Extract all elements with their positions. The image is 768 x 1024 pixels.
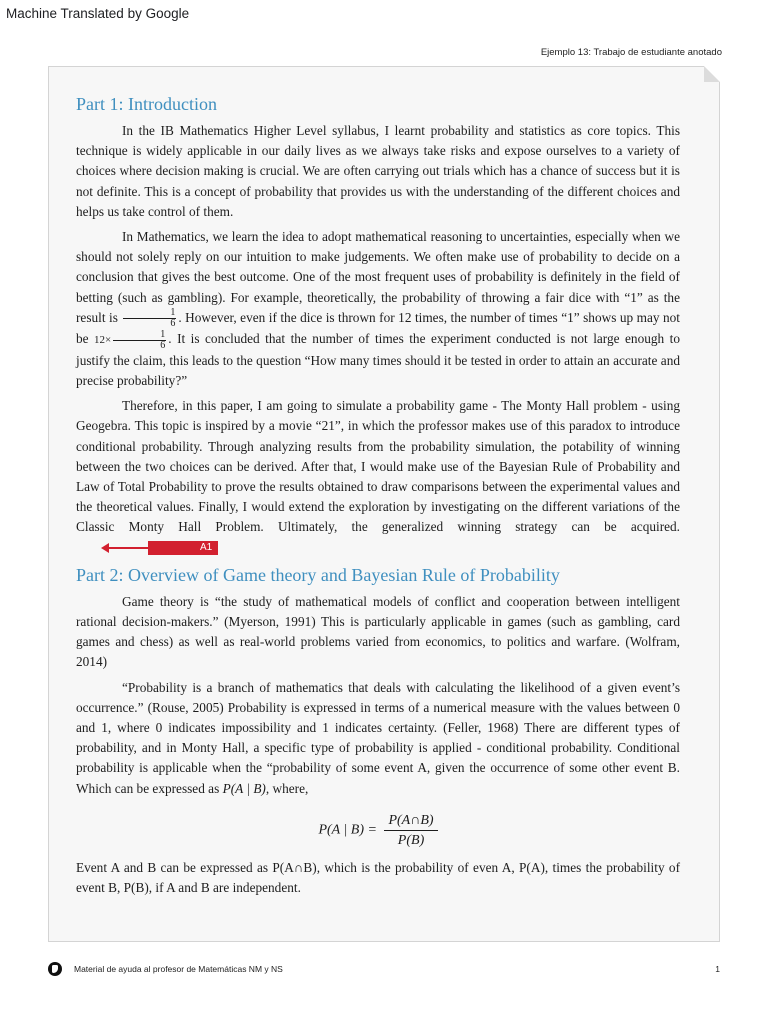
fraction-denominator: 6 bbox=[160, 339, 166, 351]
paragraph-text: . However, even if the dice is thrown for 12 times, the number of times “1” shows up may not be bbox=[76, 309, 680, 347]
paragraph-text: , where, bbox=[265, 780, 309, 796]
paragraph-text: Therefore, in this paper, I am going to simulate a probability game - The Monty Hall problem - using Geogebra. This topic is inspired by a movie “21”, in which the professor makes use of this paradox to introduce conditional probability. Through analyzing results from the probability simulation, the potability of winning between the two choices can be derived. After that, I would make use of the Bayesian Rule of Probability and Law of Total Probability to prove the results obtained to draw comparisons between the experimental values and the theoretical values. Finally, I would extend the exploration by investigating on the different variations of the Classic Monty Hall Problem. Ultimately, the generalized winning strategy can be acquired. bbox=[76, 398, 680, 535]
paragraph-text: “Probability is a branch of mathematics that deals with calculating the likelihood of a given event’s occurrence.” (Rouse, 2005) Probability is expressed in terms of a numerical measure with the values between 0 and 1, where 0 indicates impossibility and 1 indicates certainty. (Feller, 1968) There are different types of probability, and in Monty Hall, a specific type of probability is applied - conditional probability. Conditional probability is applicable when the “probability of some event A, given the occurrence of some other event B. Which can be expressed as bbox=[76, 679, 680, 796]
formula-lhs: P(A | B) = bbox=[318, 822, 377, 838]
conditional-probability-formula bbox=[76, 811, 680, 850]
footer-text: Material de ayuda al profesor de Matemáticas NM y NS bbox=[74, 964, 283, 974]
page-fold-corner bbox=[704, 66, 720, 82]
fraction-denominator: 6 bbox=[170, 318, 176, 330]
paragraph bbox=[76, 227, 680, 391]
arrow-left-icon bbox=[108, 547, 148, 549]
annotation-badge: A1 bbox=[148, 541, 218, 555]
coefficient: 12× bbox=[94, 334, 112, 347]
document-page bbox=[48, 66, 720, 942]
paragraph bbox=[76, 678, 680, 799]
section-1-heading: Part 1: Introduction bbox=[76, 94, 217, 114]
fraction-numerator: 1 bbox=[123, 308, 176, 319]
section-2-heading: Part 2: Overview of Game theory and Bayesian Rule of Probability bbox=[76, 564, 560, 585]
paragraph: Event A and B can be expressed as P(A∩B), which is the probability of even A, P(A), times the probability of event B, P(B), if A and B are independent. bbox=[76, 859, 680, 895]
formula-numerator: P(A∩B) bbox=[384, 811, 437, 831]
formula-fraction bbox=[384, 811, 437, 850]
paragraph bbox=[76, 396, 680, 558]
fraction-numerator: 1 bbox=[113, 330, 166, 341]
paragraph: In the IB Mathematics Higher Level syllabus, I learnt probability and statistics as core topics. This technique is widely applicable in our daily lives as we always take risks and expose ourselves to a variety of choices where decision making is crucial. We are often carrying out trials which has a chance of success but it is not definite. This is a concept of probability that provides us with the understanding of the different choices and helps us take control of them. bbox=[76, 123, 680, 219]
ib-logo-icon bbox=[48, 962, 62, 976]
document-content bbox=[76, 93, 680, 903]
annotation-marker bbox=[108, 541, 218, 555]
formula-denominator: P(B) bbox=[397, 832, 425, 848]
inline-formula: P(A | B) bbox=[222, 780, 266, 796]
paragraph-text: . It is concluded that the number of times the experiment conducted is not large enough to justify the claim, this leads to the question “How many times should it be tested in order to attain an accurate and precise probability?” bbox=[76, 331, 680, 388]
fraction-one-sixth bbox=[123, 308, 176, 329]
fraction-one-sixth bbox=[113, 330, 166, 351]
paragraph-text: In Mathematics, we learn the idea to adopt mathematical reasoning to uncertainties, especially when we should not solely reply on our intuition to make judgements. We often make use of probability to decide on a conclusion that gives the best outcome. One of the most frequent uses of probability is definitely in the field of betting (such as gambling). For example, theoretically, the probability of throwing a fair dice with “1” as the result is bbox=[76, 229, 680, 325]
header-note: Ejemplo 13: Trabajo de estudiante anotado bbox=[540, 47, 722, 58]
page-number: 1 bbox=[715, 964, 720, 974]
paragraph: Game theory is “the study of mathematical models of conflict and cooperation between intelligent rational decision-makers.” (Myerson, 1991) This is particularly applicable in games (such as gambling, card games and chess) as well as real-world problems varied from economics, to politics and warfare. (Wolfram, 2014) bbox=[76, 593, 680, 670]
translation-banner: Machine Translated by Google bbox=[6, 6, 190, 21]
